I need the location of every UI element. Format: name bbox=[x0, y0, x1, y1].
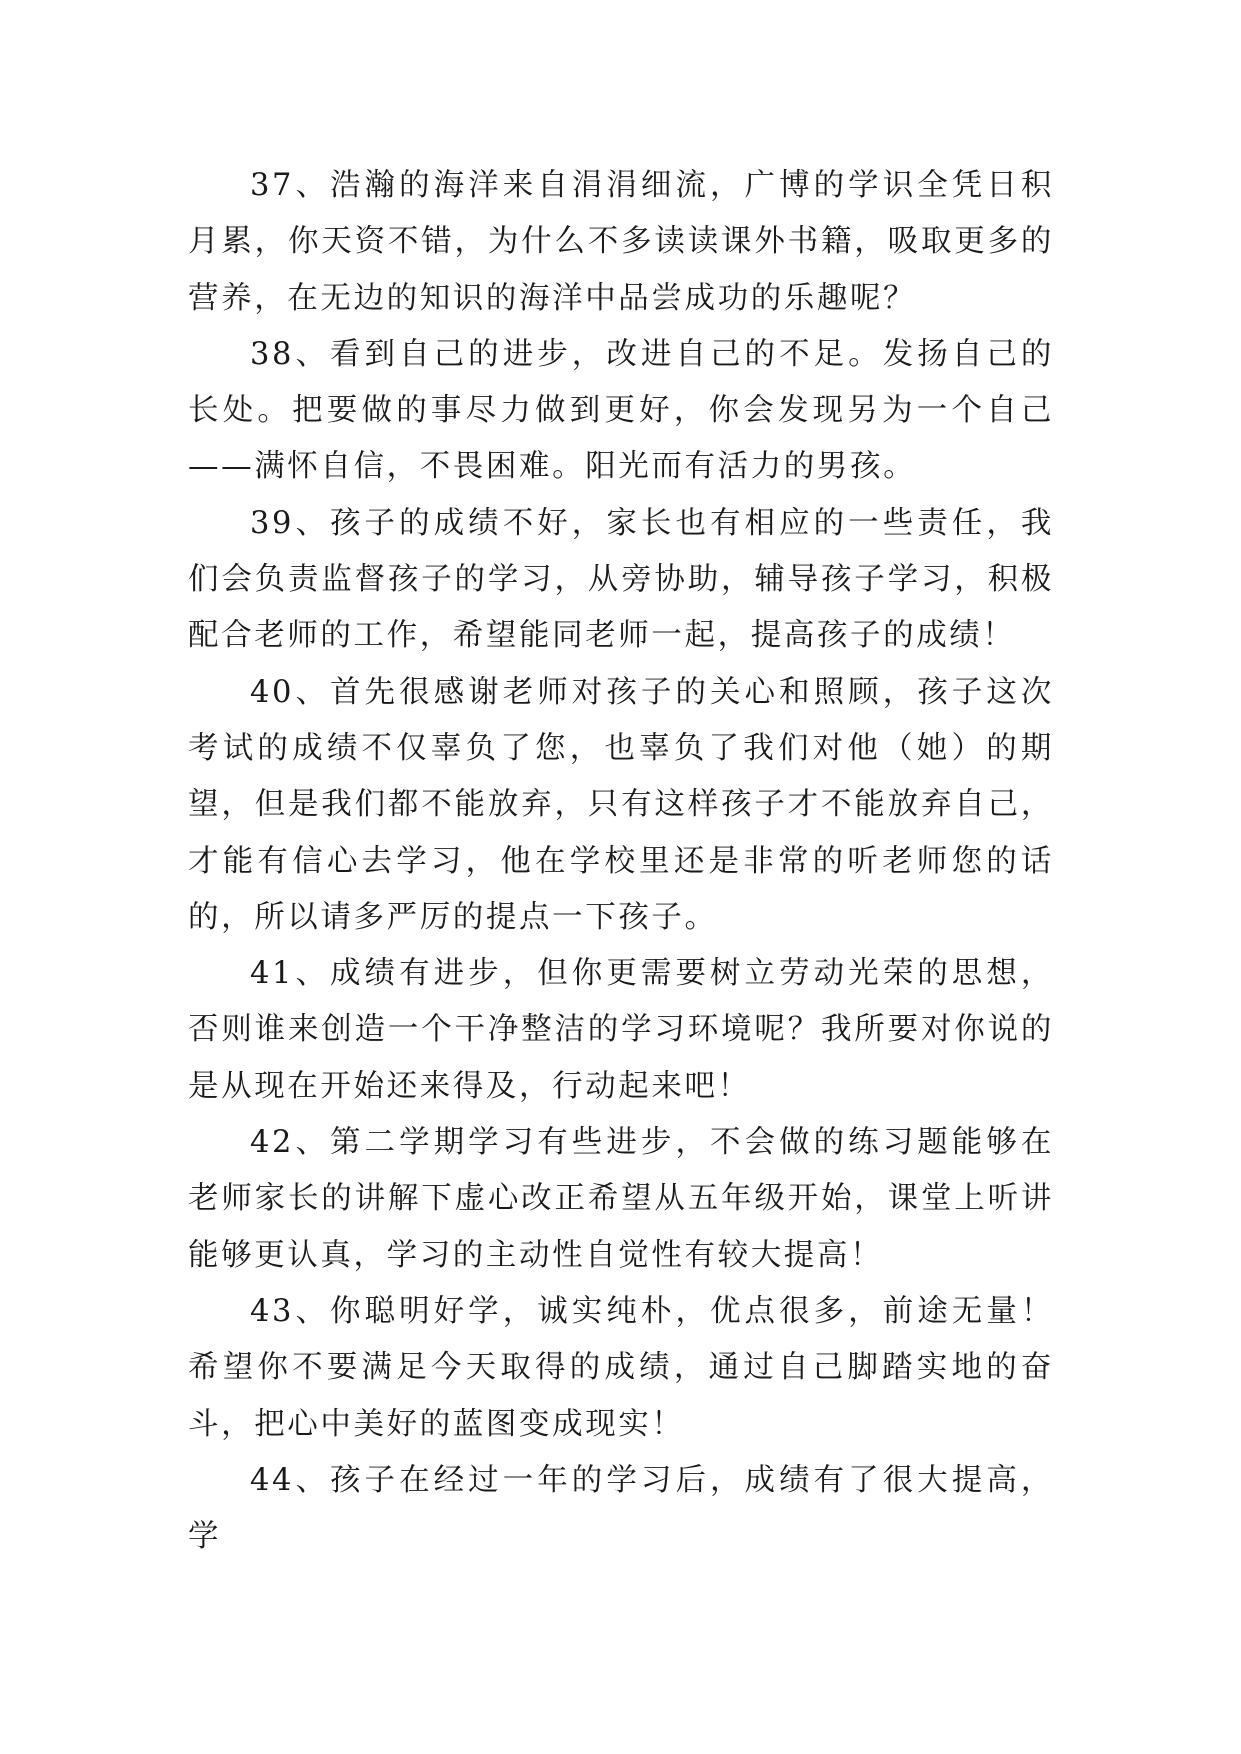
paragraph-44: 44、孩子在经过一年的学习后，成绩有了很大提高，学 bbox=[188, 1462, 1054, 1555]
paragraph-43: 43、你聪明好学，诚实纯朴，优点很多，前途无量！希望你不要满足今天取得的成绩，通过自己脚踏实地的奋斗，把心中美好的蓝图变成现实！ bbox=[188, 1293, 1054, 1442]
paragraph-41: 41、成绩有进步，但你更需要树立劳动光荣的思想，否则谁来创造一个干净整洁的学习环境呢？我所要对你说的是从现在开始还来得及，行动起来吧！ bbox=[188, 956, 1054, 1104]
document-body bbox=[188, 158, 1054, 1565]
paragraph-42: 42、第二学期学习有些进步，不会做的练习题能够在老师家长的讲解下虚心改正希望从五年级开始，课堂上听讲能够更认真，学习的主动性自觉性有较大提高！ bbox=[188, 1125, 1054, 1273]
paragraph-40: 40、首先很感谢老师对孩子的关心和照顾，孩子这次考试的成绩不仅辜负了您，也辜负了我们对他（她）的期望，但是我们都不能放弃，只有这样孩子才不能放弃自己，才能有信心去学习，他在学校里还是非常的听老师您的话的，所以请多严厉的提点一下孩子。 bbox=[188, 674, 1054, 935]
paragraph-38: 38、看到自己的进步，改进自己的不足。发扬自己的长处。把要做的事尽力做到更好，你会发现另为一个自己——满怀自信，不畏困难。阳光而有活力的男孩。 bbox=[188, 336, 1054, 485]
paragraph-39: 39、孩子的成绩不好，家长也有相应的一些责任，我们会负责监督孩子的学习，从旁协助，辅导孩子学习，积极配合老师的工作，希望能同老师一起，提高孩子的成绩！ bbox=[188, 505, 1054, 654]
paragraph-37: 37、浩瀚的海洋来自涓涓细流，广博的学识全凭日积月累，你天资不错，为什么不多读读课外书籍，吸取更多的营养，在无边的知识的海洋中品尝成功的乐趣呢？ bbox=[188, 168, 1054, 316]
